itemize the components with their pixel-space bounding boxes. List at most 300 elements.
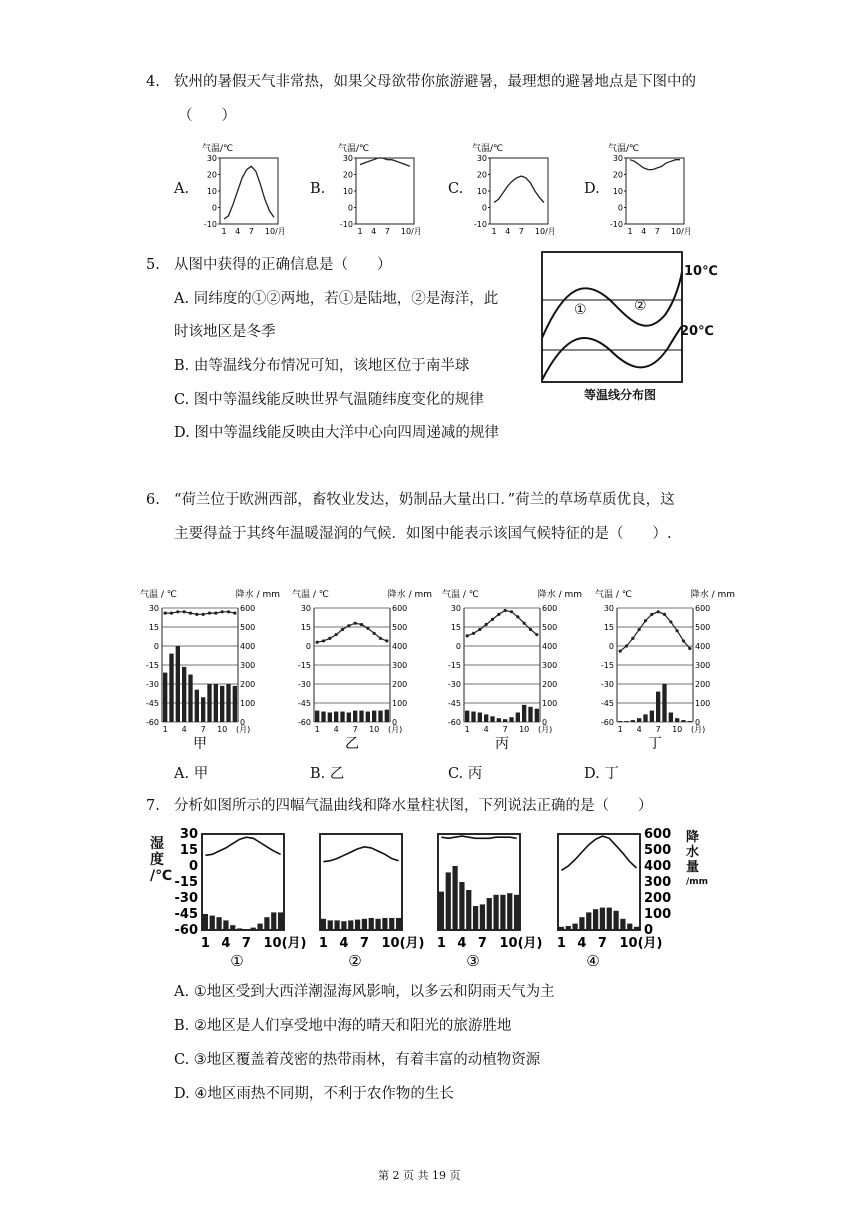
- q7-option-d: D. ④地区雨热不同期，不利于农作物的生长: [174, 1086, 454, 1102]
- q4-ytick-label: 0: [347, 203, 353, 213]
- q4-plot-frame: [626, 158, 684, 224]
- q6-xtick: 1: [162, 725, 168, 734]
- q6-temp-point: [472, 632, 475, 635]
- q6-temp-point: [360, 623, 363, 626]
- q6-precip-bar: [214, 684, 218, 722]
- q6-precip-bar: [688, 721, 692, 722]
- q6-temp-point: [379, 637, 382, 640]
- q7-precip-bar: [493, 895, 498, 930]
- q7-xtick: 10(月): [263, 936, 307, 951]
- q4-ytick-label: 10: [206, 187, 217, 196]
- q6-temp-point: [366, 627, 369, 630]
- q7-precip-bar: [627, 924, 632, 930]
- q4-xtick-label: 10/月: [670, 227, 692, 236]
- q6-temp-point: [663, 613, 666, 616]
- q6-xtick: 7: [352, 725, 358, 734]
- q6-temp-point: [354, 622, 357, 625]
- q6-right-tick: 300: [542, 661, 558, 670]
- q6-temp-point: [373, 632, 376, 635]
- q4-xtick-label: 4: [505, 227, 511, 236]
- q6-temp-point: [195, 613, 198, 616]
- q7-precip-bar: [328, 920, 333, 930]
- q6-temp-point: [466, 634, 469, 637]
- q4-option-b-label: B.: [310, 181, 326, 197]
- q4-xtick-label: 1: [221, 227, 227, 236]
- q6-precip-bar: [385, 710, 389, 722]
- q7-precip-bar: [375, 919, 380, 930]
- q4-xtick-label: 10/月: [400, 227, 422, 236]
- q6-temp-curve: [467, 611, 537, 636]
- q7-xtick: 7: [359, 936, 369, 951]
- q7-precip-bar: [237, 928, 242, 930]
- q6-right-tick: 300: [240, 661, 256, 670]
- q6-left-tick: -60: [447, 718, 461, 727]
- q6-precip-bar: [233, 686, 237, 722]
- q7-precip-bar: [620, 919, 625, 930]
- q4-ytick-label: 0: [481, 203, 487, 213]
- q6-temp-point: [183, 610, 186, 613]
- q7-precip-bar: [244, 929, 249, 930]
- q4-axis-label: 气温/℃: [202, 144, 234, 154]
- q4-ytick-label: 0: [211, 203, 217, 213]
- q6-xunit: (月): [236, 725, 251, 734]
- q7-option-a: A. ①地区受到大西洋潮湿海风影响，以多云和阴雨天气为主: [174, 984, 555, 1000]
- q6-temp-axis-label: 气温 / ℃: [292, 590, 329, 600]
- q6-precip-bar: [176, 646, 180, 722]
- q4-ytick-label: 20: [342, 170, 353, 180]
- q4-temperature-curve: [630, 160, 680, 170]
- q7-xtick: 10(月): [619, 936, 663, 951]
- q4-ytick-label: 20: [612, 170, 623, 180]
- q6-chart-bing: [442, 586, 582, 754]
- q6-left-tick: -30: [297, 680, 311, 689]
- q6-temp-point: [657, 610, 660, 613]
- q7-precip-bar: [223, 920, 228, 930]
- q7-precip-bar: [600, 908, 605, 930]
- q6-precip-bar: [328, 713, 332, 723]
- q6-text-line2: 主要得益于其终年温暖湿润的气候．如图中能表示该国气候特征的是（ ）.: [174, 526, 672, 542]
- q6-precip-bar: [378, 711, 382, 722]
- q6-precip-bar: [637, 718, 641, 722]
- q6-xtick: 1: [617, 725, 623, 734]
- q7-precip-bar: [264, 917, 269, 930]
- q6-right-tick: 600: [240, 604, 256, 613]
- q6-precip-bar: [220, 686, 224, 722]
- q6-right-tick: 300: [392, 661, 408, 670]
- q6-right-tick: 600: [695, 604, 711, 613]
- q6-precip-axis-label: 降水 / mm: [690, 590, 735, 600]
- q6-right-tick: 600: [392, 604, 408, 613]
- q6-right-tick: 400: [695, 642, 711, 651]
- q6-precip-bar: [471, 712, 475, 722]
- q7-right-tick: 0: [644, 923, 654, 938]
- q6-temp-point: [176, 610, 179, 613]
- q6-right-tick: 300: [695, 661, 711, 670]
- q6-chart-name: 丁: [648, 736, 662, 752]
- q7-precip-bar: [230, 925, 235, 930]
- q7-left-tick: 0: [188, 859, 198, 874]
- q4-plot-frame: [356, 158, 414, 224]
- q6-precip-bar: [643, 714, 647, 722]
- q6-left-tick: -15: [600, 661, 614, 670]
- q7-xtick: 4: [339, 936, 349, 951]
- q6-chart-name: 丙: [495, 736, 509, 752]
- q5-figure-title: 等温线分布图: [584, 388, 657, 402]
- q6-temp-point: [164, 611, 167, 614]
- q7-plot-frame: [558, 834, 640, 930]
- q6-left-tick: -30: [600, 680, 614, 689]
- q6-right-tick: 100: [240, 699, 256, 708]
- q6-temp-point: [322, 639, 325, 642]
- q7-precip-bar: [334, 920, 339, 930]
- q6-precip-axis-label: 降水 / mm: [387, 590, 432, 600]
- q6-xtick: 4: [181, 725, 187, 734]
- q6-precip-bar: [226, 684, 230, 722]
- q5-option-c: C. 图中等温线能反映世界气温随纬度变化的规律: [174, 392, 484, 408]
- q4-axis-label: 气温/℃: [472, 144, 504, 154]
- q7-precip-bar: [586, 912, 591, 930]
- q6-temp-point: [227, 610, 230, 613]
- q6-temp-point: [504, 609, 507, 612]
- q6-left-tick: -45: [145, 699, 159, 708]
- q6-precip-axis-label: 降水 / mm: [235, 590, 280, 600]
- q6-precip-bar: [675, 718, 679, 722]
- q7-precip-bar: [559, 927, 564, 930]
- q7-precip-bar: [507, 893, 512, 930]
- q6-precip-bar: [490, 716, 494, 722]
- q7-temp-curve: [205, 837, 280, 855]
- q6-precip-bar: [618, 721, 622, 722]
- q6-temp-point: [335, 633, 338, 636]
- q6-temp-point: [341, 628, 344, 631]
- q6-left-tick: 0: [153, 642, 159, 651]
- q6-precip-bar: [207, 684, 211, 722]
- q7-precip-bar: [216, 917, 221, 930]
- q7-precip-bar: [466, 890, 471, 930]
- q7-right-tick: 600: [644, 827, 672, 842]
- q4-ytick-label: 30: [342, 154, 353, 163]
- q6-temp-point: [497, 613, 500, 616]
- q4-axis-label: 气温/℃: [608, 144, 640, 154]
- q6-temp-point: [214, 611, 217, 614]
- q4-ytick-label: -10: [609, 220, 623, 229]
- q6-temp-axis-label: 气温 / ℃: [595, 590, 632, 600]
- q6-chart-ding: [595, 586, 735, 754]
- q7-xtick: 1: [200, 936, 210, 951]
- q7-left-tick: 30: [179, 827, 198, 842]
- q6-temp-point: [523, 622, 526, 625]
- q6-precip-bar: [656, 692, 660, 722]
- q6-number: 6.: [146, 492, 160, 508]
- q7-precip-bar: [566, 926, 571, 930]
- q6-temp-curve: [620, 612, 690, 651]
- q6-right-tick: 400: [392, 642, 408, 651]
- q7-temp-curve: [441, 836, 516, 838]
- q6-precip-bar: [321, 712, 325, 722]
- q6-right-tick: 0: [695, 718, 701, 727]
- q6-chart-yi: [292, 586, 432, 754]
- q7-temp-curve: [561, 836, 636, 870]
- q7-right-tick: 200: [644, 891, 672, 906]
- q6-precip-bar: [650, 711, 654, 722]
- q6-temp-point: [170, 611, 173, 614]
- q6-temp-point: [347, 624, 350, 627]
- q7-left-tick: -30: [174, 891, 198, 906]
- q6-temp-point: [328, 637, 331, 640]
- q4-answer-paren: （ ）: [178, 108, 236, 124]
- q4-ytick-label: 30: [206, 154, 217, 163]
- q7-xtick: 1: [318, 936, 328, 951]
- q6-precip-bar: [359, 711, 363, 722]
- q7-precip-bar: [203, 914, 208, 930]
- q6-temp-point: [189, 611, 192, 614]
- q6-right-tick: 600: [542, 604, 558, 613]
- q6-right-tick: 500: [542, 623, 558, 632]
- q6-precip-bar: [334, 712, 338, 722]
- q6-xunit: (月): [538, 725, 553, 734]
- q6-left-tick: 15: [148, 623, 159, 632]
- q7-xtick: 4: [221, 936, 231, 951]
- q6-temp-point: [619, 649, 622, 652]
- q6-right-tick: 500: [240, 623, 256, 632]
- q6-right-tick: 0: [542, 718, 548, 727]
- q7-precip-bar: [500, 895, 505, 930]
- q7-precip-bar: [389, 918, 394, 930]
- q6-left-tick: 0: [305, 642, 311, 651]
- q6-temp-point: [650, 613, 653, 616]
- q7-precip-bar: [396, 918, 401, 930]
- q7-precip-bar: [634, 927, 639, 930]
- q6-precip-bar: [631, 720, 635, 722]
- q6-temp-point: [491, 618, 494, 621]
- q7-chart-mark: ③: [466, 952, 480, 970]
- q4-xtick-label: 7: [654, 227, 660, 236]
- q6-precip-bar: [347, 713, 351, 723]
- q5-mark-1: ①: [574, 302, 587, 318]
- q6-right-tick: 200: [392, 680, 408, 689]
- q7-right-axis-label: 降 水 量 /mm: [686, 830, 709, 887]
- q4-xtick-label: 1: [491, 227, 497, 236]
- q6-xtick: 10: [672, 725, 683, 734]
- q6-temp-point: [385, 639, 388, 642]
- q7-temp-curve: [323, 847, 398, 862]
- q7-precip-bar: [459, 882, 464, 930]
- q6-temp-curve: [317, 623, 387, 642]
- q6-right-tick: 200: [695, 680, 711, 689]
- q6-right-tick: 100: [542, 699, 558, 708]
- q7-precip-bar: [382, 918, 387, 930]
- q6-temp-point: [644, 619, 647, 622]
- q6-right-tick: 500: [392, 623, 408, 632]
- q5-isotherm-figure: [540, 250, 718, 410]
- q6-xtick: 7: [502, 725, 508, 734]
- q7-precip-bar: [321, 919, 326, 930]
- q5-option-b: B. 由等温线分布情况可知，该地区位于南半球: [174, 358, 470, 374]
- q6-temp-point: [202, 613, 205, 616]
- q7-precip-bar: [341, 921, 346, 930]
- q5-label-20c: 20℃: [680, 324, 714, 339]
- q6-left-tick: 15: [300, 623, 311, 632]
- q4-ytick-label: -10: [473, 220, 487, 229]
- q7-precip-bar: [593, 909, 598, 930]
- q7-xtick: 4: [577, 936, 587, 951]
- q6-temp-point: [233, 611, 236, 614]
- q4-ytick-label: -10: [339, 220, 353, 229]
- q7-xtick: 7: [477, 936, 487, 951]
- q7-left-tick: -45: [174, 907, 198, 922]
- q5-mark-2: ②: [634, 298, 647, 314]
- q6-right-tick: 200: [240, 680, 256, 689]
- q6-xtick: 10: [369, 725, 380, 734]
- q4-ytick-label: 30: [612, 154, 623, 163]
- q6-left-tick: -60: [297, 718, 311, 727]
- q6-temp-point: [625, 644, 628, 647]
- q6-precip-bar: [372, 711, 376, 722]
- q6-left-tick: -30: [145, 680, 159, 689]
- q6-xtick: 7: [655, 725, 661, 734]
- q7-precip-bar: [257, 924, 262, 930]
- q6-temp-point: [669, 620, 672, 623]
- q6-left-tick: 0: [455, 642, 461, 651]
- q4-ytick-label: -10: [203, 220, 217, 229]
- q4-option-c-label: C.: [448, 181, 464, 197]
- q6-right-tick: 200: [542, 680, 558, 689]
- q6-xtick: 4: [333, 725, 339, 734]
- q6-left-tick: 30: [300, 604, 311, 613]
- q7-precip-bar: [607, 908, 612, 930]
- q4-chart-c: [470, 142, 570, 238]
- q6-left-tick: 15: [603, 623, 614, 632]
- q6-precip-bar: [340, 712, 344, 722]
- q6-xtick: 4: [483, 725, 489, 734]
- q6-xunit: (月): [691, 725, 706, 734]
- q7-precip-bar: [210, 916, 215, 930]
- q6-left-tick: -30: [447, 680, 461, 689]
- q7-xtick: 1: [556, 936, 566, 951]
- q4-number: 4.: [146, 74, 160, 90]
- q7-xtick: 1: [436, 936, 446, 951]
- q4-temperature-curve: [360, 158, 410, 166]
- q6-precip-bar: [509, 717, 513, 722]
- q7-precip-bar: [251, 928, 256, 930]
- q5-number: 5.: [146, 257, 160, 273]
- q6-temp-point: [516, 615, 519, 618]
- q6-precip-bar: [163, 673, 167, 722]
- q6-precip-bar: [528, 707, 532, 722]
- q7-precip-bar: [613, 911, 618, 930]
- q6-precip-bar: [169, 654, 173, 722]
- q6-left-tick: -60: [145, 718, 159, 727]
- q7-left-tick: -15: [174, 875, 198, 890]
- q7-xtick: 10(月): [381, 936, 425, 951]
- q4-xtick-label: 4: [371, 227, 377, 236]
- q6-precip-bar: [535, 709, 539, 722]
- q6-temp-axis-label: 气温 / ℃: [140, 590, 177, 600]
- q6-temp-point: [529, 628, 532, 631]
- q7-chart-mark: ②: [348, 952, 362, 970]
- q6-left-tick: 0: [608, 642, 614, 651]
- q6-left-tick: 30: [450, 604, 461, 613]
- q7-precip-bar: [452, 866, 457, 930]
- q6-right-tick: 100: [392, 699, 408, 708]
- q4-option-d-label: D.: [584, 181, 600, 197]
- q7-precip-bar: [369, 918, 374, 930]
- q6-precip-bar: [681, 720, 685, 722]
- q6-temp-point: [676, 629, 679, 632]
- q7-precip-bar: [271, 912, 276, 930]
- q7-precip-bar: [439, 892, 444, 930]
- q7-precip-bar: [487, 898, 492, 930]
- q6-left-tick: -15: [447, 661, 461, 670]
- q6-left-tick: 15: [450, 623, 461, 632]
- q6-xunit: (月): [388, 725, 403, 734]
- q7-right-tick: 100: [644, 907, 672, 922]
- q7-precip-bar: [362, 919, 367, 930]
- q4-xtick-label: 1: [627, 227, 633, 236]
- q7-precip-bar: [278, 912, 283, 930]
- q6-option-a: A. 甲: [174, 766, 209, 782]
- q6-xtick: 1: [314, 725, 320, 734]
- q7-xtick: 4: [457, 936, 467, 951]
- q6-chart-name: 甲: [193, 736, 207, 752]
- q6-temp-point: [638, 628, 641, 631]
- q6-left-tick: -15: [297, 661, 311, 670]
- q5-option-d: D. 图中等温线能反映由大洋中心向四周递减的规律: [174, 425, 499, 441]
- q6-temp-point: [478, 628, 481, 631]
- q4-ytick-label: 10: [612, 187, 623, 196]
- q4-option-a-label: A.: [174, 181, 190, 197]
- q6-precip-bar: [516, 713, 520, 723]
- q4-xtick-label: 7: [248, 227, 254, 236]
- q6-temp-point: [682, 639, 685, 642]
- q6-right-tick: 500: [695, 623, 711, 632]
- q6-precip-axis-label: 降水 / mm: [537, 590, 582, 600]
- q4-xtick-label: 1: [357, 227, 363, 236]
- q7-xtick: 7: [241, 936, 251, 951]
- q6-left-tick: 30: [148, 604, 159, 613]
- q6-xtick: 10: [519, 725, 530, 734]
- q4-xtick-label: 7: [384, 227, 390, 236]
- q6-xtick: 4: [636, 725, 642, 734]
- q6-right-tick: 0: [392, 718, 398, 727]
- q4-temperature-curve: [494, 176, 544, 202]
- q4-ytick-label: 20: [206, 170, 217, 180]
- q6-chart-jia: [140, 586, 280, 754]
- q4-chart-b: [336, 142, 436, 238]
- q7-precip-bar: [579, 917, 584, 930]
- q7-precip-bar: [572, 924, 577, 930]
- q4-ytick-label: 30: [476, 154, 487, 163]
- q7-precip-bar: [473, 906, 478, 930]
- q7-chart-mark: ①: [230, 952, 244, 970]
- q6-precip-bar: [353, 711, 357, 722]
- page-footer: 第 2 页 共 19 页: [378, 1169, 461, 1182]
- q6-precip-bar: [182, 667, 186, 722]
- q4-ytick-label: 20: [476, 170, 487, 180]
- q7-left-tick: 15: [179, 843, 198, 858]
- q4-xtick-label: 4: [235, 227, 241, 236]
- q7-right-tick: 300: [644, 875, 672, 890]
- q4-ytick-label: 10: [476, 187, 487, 196]
- q6-right-tick: 400: [542, 642, 558, 651]
- q6-precip-bar: [188, 675, 192, 723]
- q6-precip-bar: [484, 714, 488, 722]
- q5-option-a-line2: 时该地区是冬季: [174, 324, 276, 340]
- q7-number: 7.: [146, 798, 160, 814]
- q7-precip-bar: [446, 872, 451, 930]
- q7-right-tick: 400: [644, 859, 672, 874]
- q6-temp-point: [485, 623, 488, 626]
